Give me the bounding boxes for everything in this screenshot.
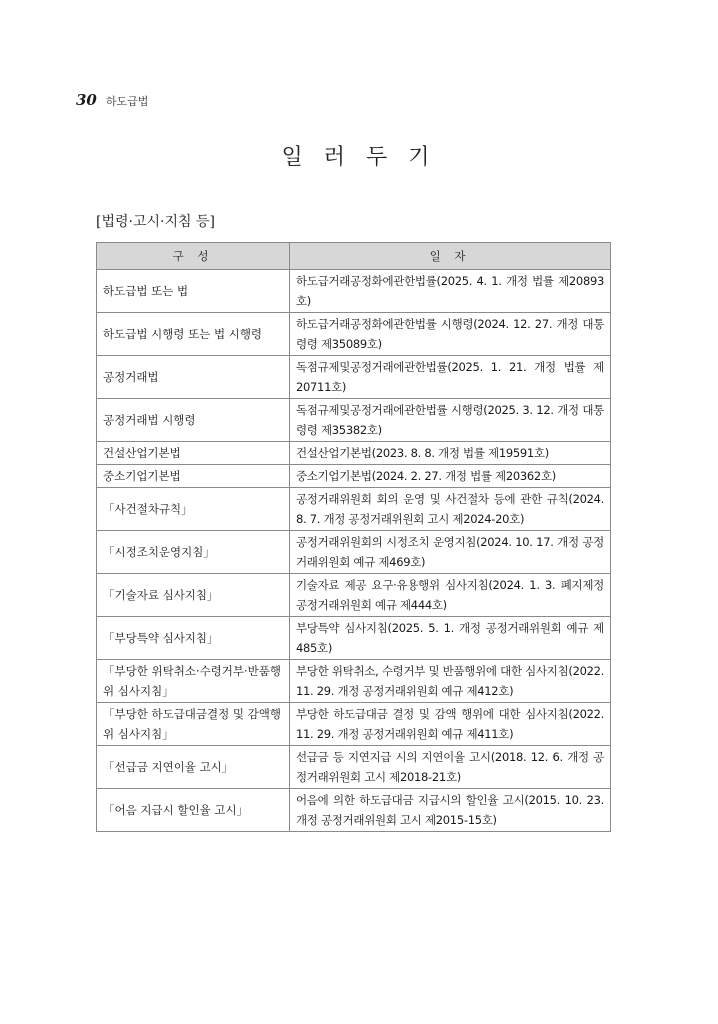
date-cell: 하도급거래공정화에관한법률 시행령(2024. 12. 27. 개정 대통령령 제35089호) — [290, 313, 611, 356]
table-row — [97, 356, 611, 399]
column-header-date: 일 자 — [290, 243, 611, 270]
table-row — [97, 789, 611, 832]
composition-cell: 「시정조치운영지침」 — [97, 531, 290, 574]
composition-cell: 「사건절차규칙」 — [97, 488, 290, 531]
table-row — [97, 531, 611, 574]
table-row — [97, 574, 611, 617]
table-body — [97, 270, 611, 832]
composition-cell: 「어음 지급시 할인율 고시」 — [97, 789, 290, 832]
date-cell: 선급금 등 지연지급 시의 지연이율 고시(2018. 12. 6. 개정 공정거래위원회 고시 제2018-21호) — [290, 746, 611, 789]
table-row — [97, 488, 611, 531]
date-cell: 부당특약 심사지침(2025. 5. 1. 개정 공정거래위원회 예규 제485호) — [290, 617, 611, 660]
composition-cell: 「부당한 위탁취소·수령거부·반품행위 심사지침」 — [97, 660, 290, 703]
table-row — [97, 313, 611, 356]
table-row — [97, 617, 611, 660]
date-cell: 부당한 하도급대금 결정 및 감액 행위에 대한 심사지침(2022. 11. 29. 개정 공정거래위원회 예규 제411호) — [290, 703, 611, 746]
reference-table — [96, 242, 611, 832]
book-title: 하도급법 — [105, 95, 149, 108]
table-header-row — [97, 243, 611, 270]
table-row — [97, 746, 611, 789]
table-row — [97, 465, 611, 488]
composition-cell: 「기술자료 심사지침」 — [97, 574, 290, 617]
page-title: 일 러 두 기 — [281, 145, 437, 170]
date-cell: 중소기업기본법(2024. 2. 27. 개정 법률 제20362호) — [290, 465, 611, 488]
table-row — [97, 399, 611, 442]
table-row — [97, 660, 611, 703]
composition-cell: 중소기업기본법 — [97, 465, 290, 488]
composition-cell: 하도급법 또는 법 — [97, 270, 290, 313]
date-cell: 공정거래위원회 회의 운영 및 사건절차 등에 관한 규칙(2024. 8. 7. 개정 공정거래위원회 고시 제2024-20호) — [290, 488, 611, 531]
date-cell: 건설산업기본법(2023. 8. 8. 개정 법률 제19591호) — [290, 442, 611, 465]
composition-cell: 하도급법 시행령 또는 법 시행령 — [97, 313, 290, 356]
table-row — [97, 703, 611, 746]
table-row — [97, 442, 611, 465]
composition-cell: 「부당한 하도급대금결정 및 감액행위 심사지침」 — [97, 703, 290, 746]
date-cell: 기술자료 제공 요구·유용행위 심사지침(2024. 1. 3. 폐지제정 공정거래위원회 예규 제444호) — [290, 574, 611, 617]
running-header — [76, 91, 148, 109]
date-cell: 공정거래위원회의 시정조치 운영지침(2024. 10. 17. 개정 공정거래위원회 예규 제469호) — [290, 531, 611, 574]
date-cell: 부당한 위탁취소, 수령거부 및 반품행위에 대한 심사지침(2022. 11. 29. 개정 공정거래위원회 예규 제412호) — [290, 660, 611, 703]
composition-cell: 건설산업기본법 — [97, 442, 290, 465]
date-cell: 어음에 의한 하도급대금 지급시의 할인율 고시(2015. 10. 23. 개정 공정거래위원회 고시 제2015-15호) — [290, 789, 611, 832]
date-cell: 독점규제및공정거래에관한법률(2025. 1. 21. 개정 법률 제20711호) — [290, 356, 611, 399]
composition-cell: 공정거래법 시행령 — [97, 399, 290, 442]
composition-cell: 「선급금 지연이율 고시」 — [97, 746, 290, 789]
table-row — [97, 270, 611, 313]
page-number: 30 — [76, 91, 97, 109]
composition-cell: 「부당특약 심사지침」 — [97, 617, 290, 660]
date-cell: 독점규제및공정거래에관한법률 시행령(2025. 3. 12. 개정 대통령령 제35382호) — [290, 399, 611, 442]
section-label: [법령·고시·지침 등] — [96, 214, 215, 230]
date-cell: 하도급거래공정화에관한법률(2025. 4. 1. 개정 법률 제20893호) — [290, 270, 611, 313]
composition-cell: 공정거래법 — [97, 356, 290, 399]
column-header-composition: 구 성 — [97, 243, 290, 270]
